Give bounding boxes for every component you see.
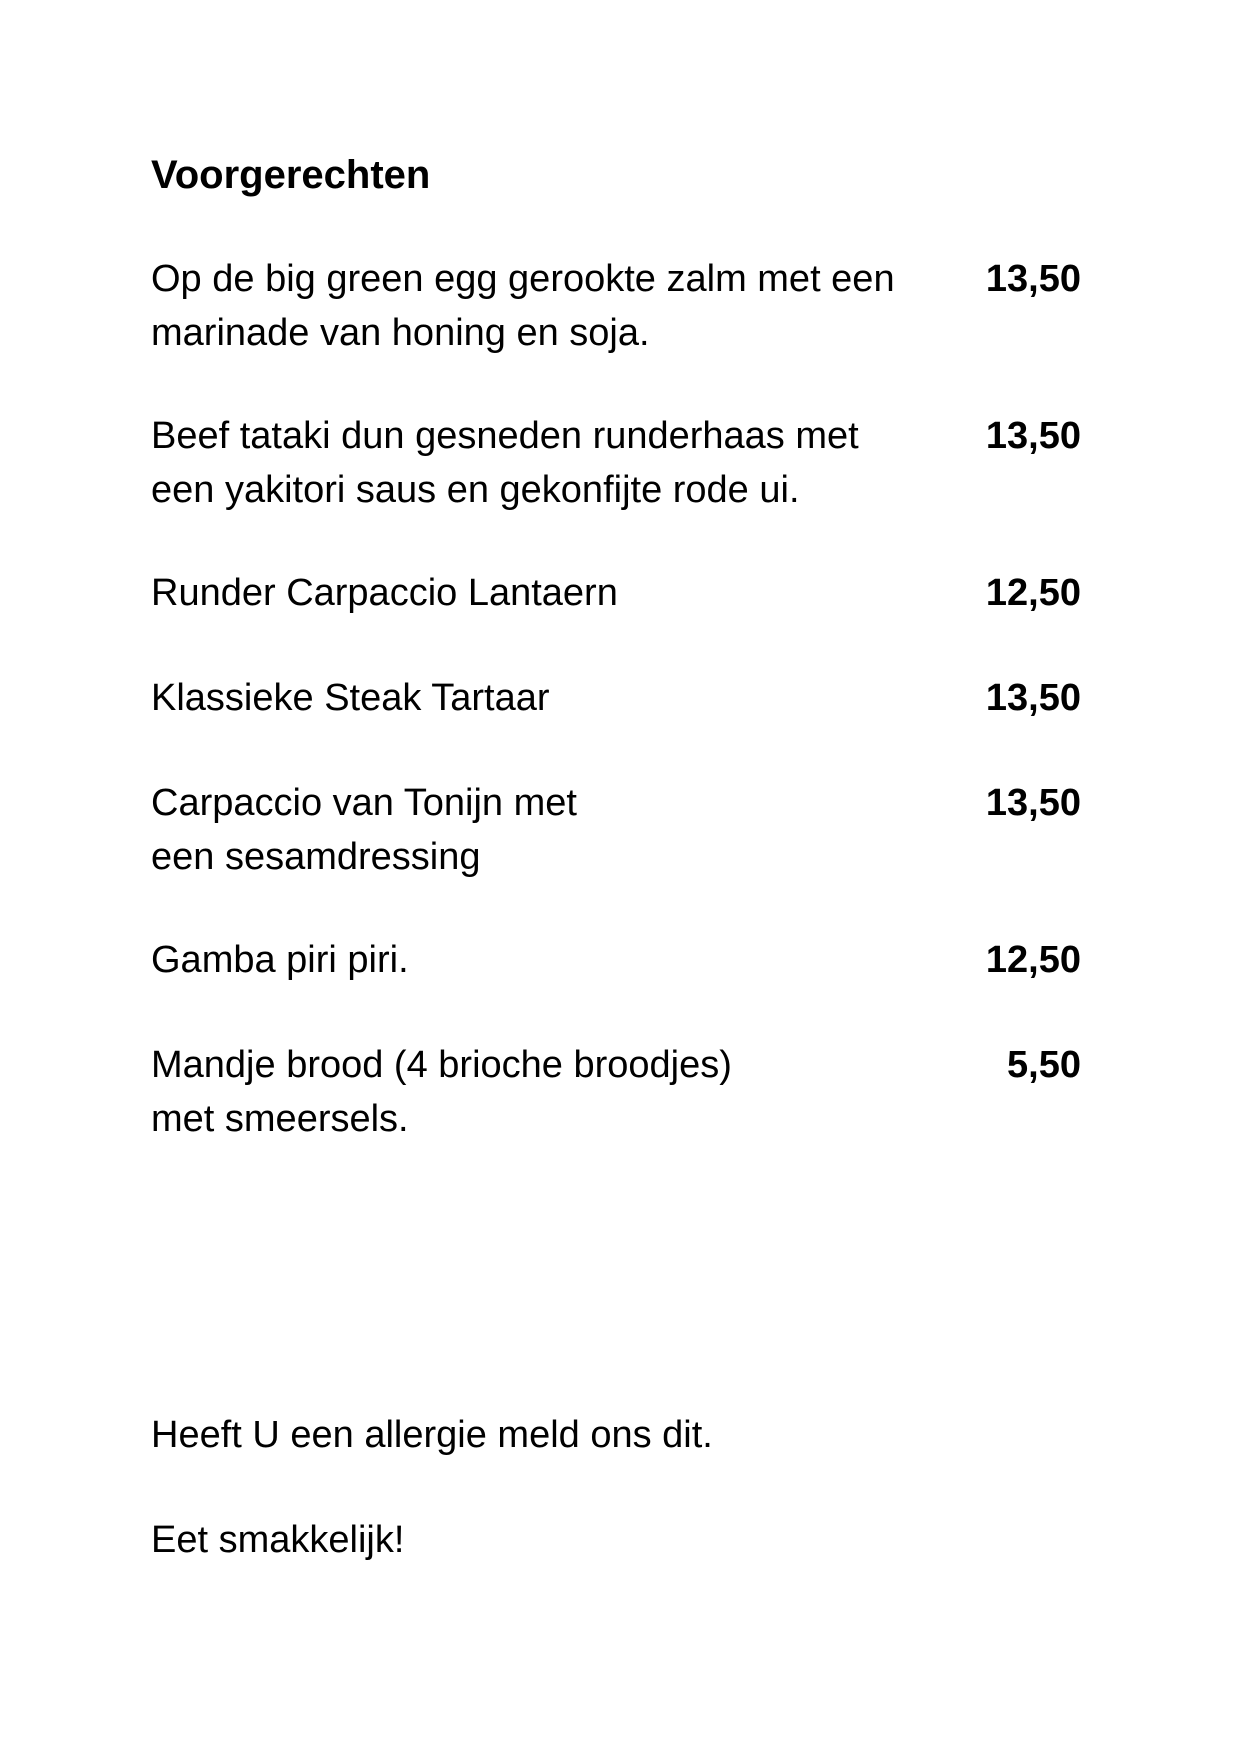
- item-price: 12,50: [985, 572, 1081, 614]
- allergy-note: Heeft U een allergie meld ons dit.: [151, 1414, 713, 1456]
- item-description-line: Runder Carpaccio Lantaern: [151, 572, 618, 614]
- item-description: [151, 1038, 941, 1146]
- menu-item-smoked-salmon: [151, 252, 1081, 360]
- item-description: [151, 671, 941, 725]
- item-description-line: Mandje brood (4 brioche broodjes): [151, 1044, 732, 1086]
- item-description: [151, 933, 941, 987]
- item-description-line: marinade van honing en soja.: [151, 312, 650, 354]
- menu-item-bread-basket: [151, 1038, 1081, 1146]
- item-description: [151, 252, 941, 360]
- item-price: 13,50: [985, 782, 1081, 824]
- item-description: [151, 776, 941, 884]
- item-description-line: een yakitori saus en gekonfijte rode ui.: [151, 469, 800, 511]
- item-price: 12,50: [985, 939, 1081, 981]
- item-description: [151, 409, 941, 517]
- item-description-line: met smeersels.: [151, 1098, 409, 1140]
- item-price: 13,50: [985, 677, 1081, 719]
- item-description-line: Op de big green egg gerookte zalm met een: [151, 258, 895, 300]
- item-description-line: Beef tataki dun gesneden runderhaas met: [151, 415, 859, 457]
- item-price: 5,50: [1007, 1044, 1081, 1086]
- item-price: 13,50: [985, 258, 1081, 300]
- section-title: Voorgerechten: [151, 153, 431, 197]
- menu-item-beef-carpaccio: [151, 566, 1081, 620]
- item-description-line: Gamba piri piri.: [151, 939, 409, 981]
- item-description-line: een sesamdressing: [151, 836, 481, 878]
- item-price: 13,50: [985, 415, 1081, 457]
- menu-item-tuna-carpaccio: [151, 776, 1081, 884]
- menu-item-steak-tartaar: [151, 671, 1081, 725]
- menu-item-gamba-piri-piri: [151, 933, 1081, 987]
- item-description-line: Carpaccio van Tonijn met: [151, 782, 577, 824]
- closing-note: Eet smakkelijk!: [151, 1519, 405, 1561]
- item-description: [151, 566, 941, 620]
- menu-item-beef-tataki: [151, 409, 1081, 517]
- item-description-line: Klassieke Steak Tartaar: [151, 677, 550, 719]
